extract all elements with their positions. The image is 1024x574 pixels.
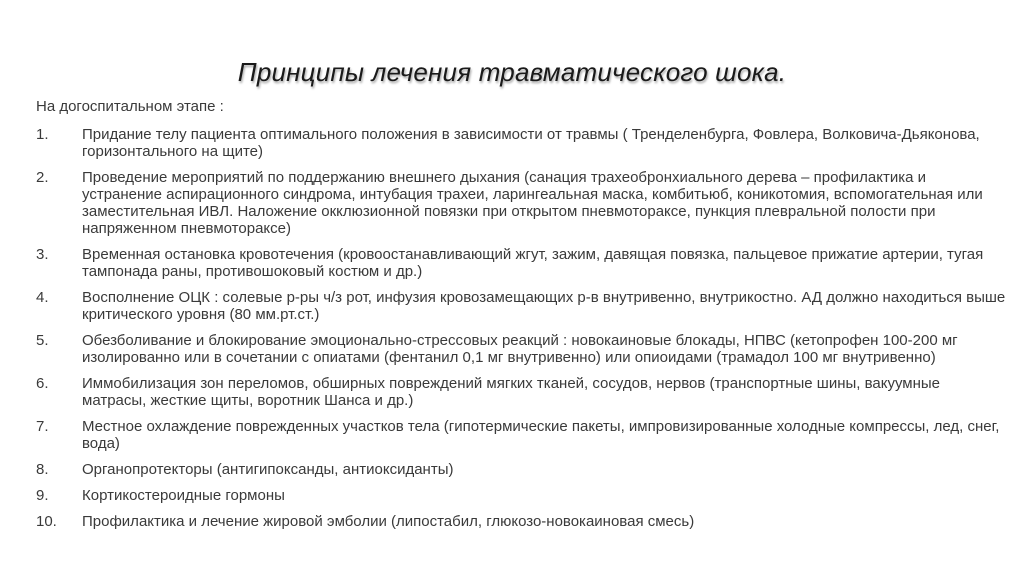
treatment-list: [36, 126, 1006, 539]
list-item: [36, 418, 1006, 452]
item-text: Иммобилизация зон переломов, обширных повреждений мягких тканей, сосудов, нервов (транспортные шины, вакуумные матрасы, жесткие щиты, воротник Шанса и др.): [82, 375, 941, 409]
item-text: Местное охлаждение поврежденных участков тела (гипотермические пакеты, импровизированные холодные компрессы, лед, снег, вода): [82, 418, 1000, 452]
item-text: Придание телу пациента оптимального положения в зависимости от травмы ( Тренделенбурга, Фовлера, Волковича-Дьяконова, горизонтального на щите): [82, 126, 980, 160]
intro-text: На догоспитальном этапе :: [36, 98, 224, 115]
item-number: 10.: [36, 513, 57, 530]
list-item: [36, 332, 1006, 366]
item-text: Обезболивание и блокирование эмоционально-стрессовых реакций : новокаиновые блокады, НПВС (кетопрофен 100-200 мг изолированно или в сочетании с опиатами (фентанил 0,1 мг внутривенно) или опиоидами (трамадол 100 мг внутривенно): [82, 332, 958, 366]
item-text: Кортикостероидные гормоны: [82, 487, 285, 504]
list-item: [36, 246, 1006, 280]
item-text: Профилактика и лечение жировой эмболии (липостабил, глюкозо-новокаиновая смесь): [82, 513, 695, 530]
list-item: [36, 513, 1006, 530]
item-text: Временная остановка кровотечения (кровоостанавливающий жгут, зажим, давящая повязка, пальцевое прижатие артерии, тугая тампонада раны, противошоковый костюм и др.): [82, 246, 984, 280]
item-number: 4.: [36, 289, 49, 306]
list-item: [36, 487, 1006, 504]
item-number: 3.: [36, 246, 49, 263]
item-number: 8.: [36, 461, 49, 478]
item-number: 9.: [36, 487, 49, 504]
list-item: [36, 169, 1006, 237]
item-number: 6.: [36, 375, 49, 392]
list-item: [36, 289, 1006, 323]
list-item: [36, 461, 1006, 478]
item-number: 7.: [36, 418, 49, 435]
item-number: 5.: [36, 332, 49, 349]
item-number: 2.: [36, 169, 49, 186]
item-number: 1.: [36, 126, 49, 143]
list-item: [36, 375, 1006, 409]
slide-title: Принципы лечения травматического шока.: [237, 57, 787, 88]
item-text: Восполнение ОЦК : солевые р-ры ч/з рот, инфузия кровозамещающих р-в внутривенно, внутрикостно. АД должно находиться выше критического уровня (80 мм.рт.ст.): [82, 289, 1006, 323]
item-text: Органопротекторы (антигипоксанды, антиоксиданты): [82, 461, 454, 478]
item-text: Проведение мероприятий по поддержанию внешнего дыхания (санация трахеобронхиального дерева – профилактика и устранение аспирационного синдрома, интубация трахеи, ларингеальная маска, комбитьюб, коникотомия, вспомогательная или заместительная ИВЛ. Наложение окклюзионной повязки при открытом пневмотораксе, пункция плевральной полости при напряженном пневмотораксе): [82, 169, 983, 237]
list-item: [36, 126, 1006, 160]
